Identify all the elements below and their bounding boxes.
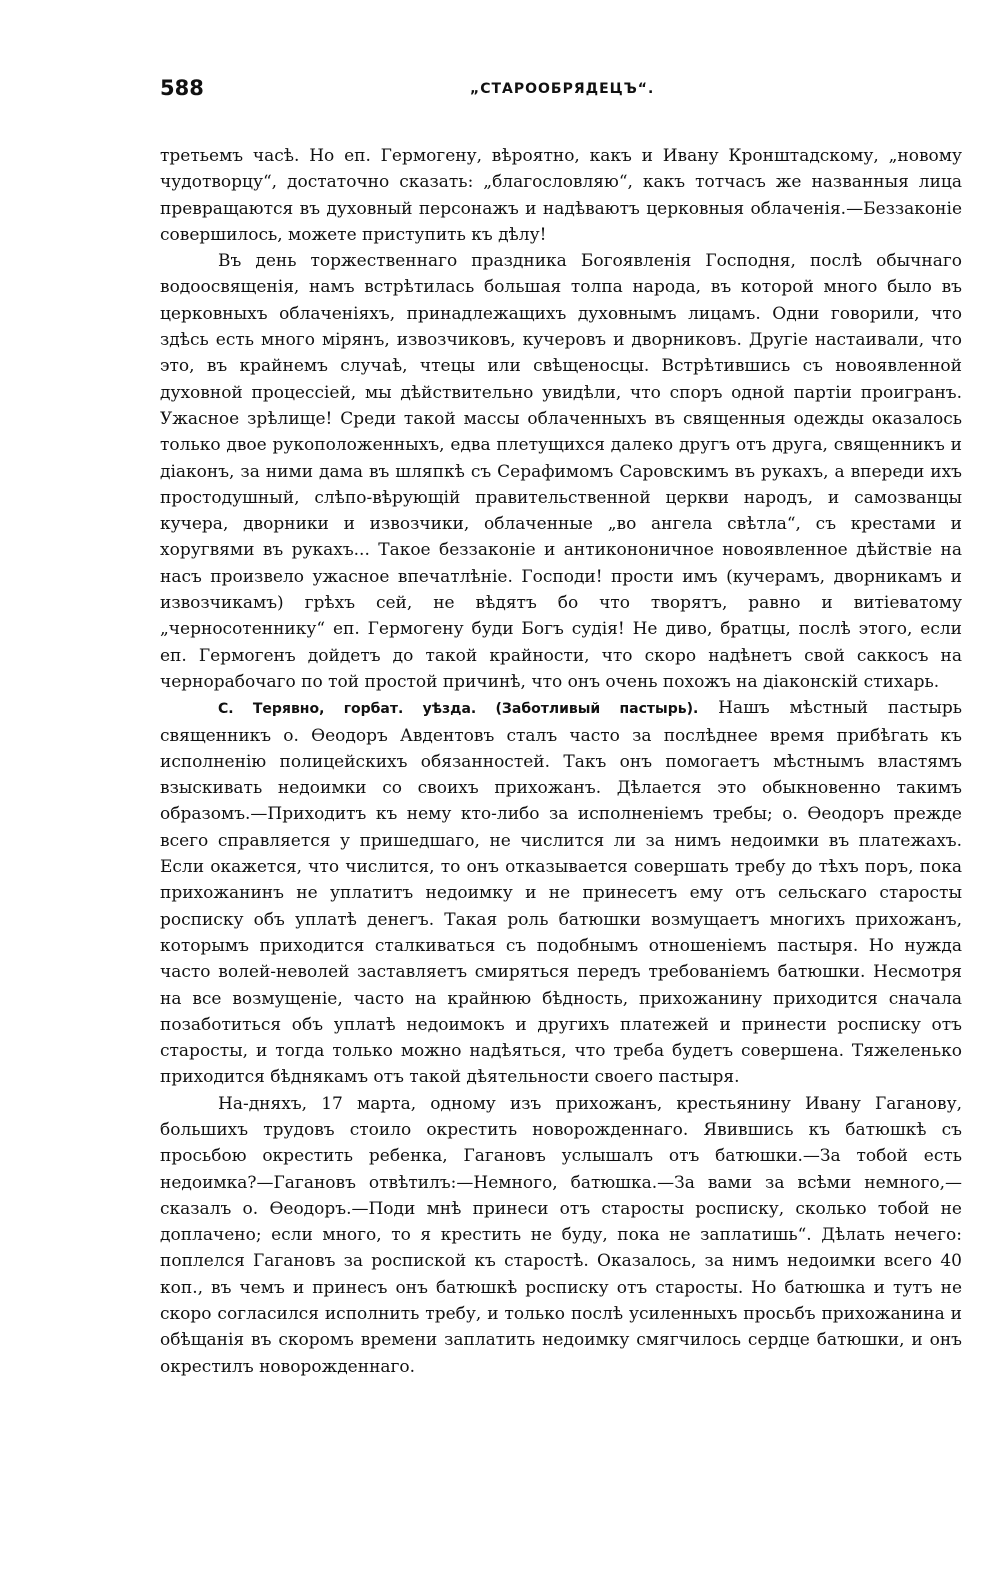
paragraph-teryavno-text: Нашъ мѣстный пастырь священникъ о. Ѳеодоръ Авдентовъ сталъ часто за послѣднее время прибѣгать къ исполненію полицейскихъ обязанностей. Такъ онъ помогаетъ мѣстнымъ властямъ взыскивать недоимки со своихъ прихожанъ. Дѣлается это обыкновенно такимъ образомъ.—Приходитъ къ нему кто-либо за исполненіемъ требы; о. Ѳеодоръ прежде всего справляется у пришедшаго, не числится ли за нимъ недоимки въ платежахъ. Если окажется, что числится, то онъ отказывается совершать требу до тѣхъ поръ, пока прихожанинъ не уплатитъ недоимку и не принесетъ ему отъ сельскаго старосты росписку объ уплатѣ денегъ. Такая роль батюшки возмущаетъ многихъ прихожанъ, которымъ приходится сталкиваться съ подобнымъ отношеніемъ пастыря. Но нужда часто волей-неволей заставляетъ смиряться передъ требованіемъ батюшки. Несмотря на все возмущеніе, часто на крайнюю бѣдность, прихожанину приходится сначала позаботиться объ уплатѣ недоимокъ и другихъ платежей и принести росписку отъ старосты, и тогда только можно надѣяться, что треба будетъ совершена. Тяжеленько приходится бѣднякамъ отъ такой дѣятельности своего пастыря.: [160, 698, 962, 1088]
journal-title: „СТАРООБРЯДЕЦЪ“.: [470, 81, 655, 97]
running-header: [160, 76, 960, 106]
paragraph-epiphany-procession: Въ день торжественнаго праздника Богоявленія Господня, послѣ обычнаго водоосвященія, намъ встрѣтилась большая толпа народа, въ которой много было въ церковныхъ облаченіяхъ, принадлежащихъ духовнымъ лицамъ. Одни говорили, что здѣсь есть много мірянъ, извозчиковъ, кучеровъ и дворниковъ. Другіе настаивали, что это, въ крайнемъ случаѣ, чтецы или свѣщеносцы. Встрѣтившись съ новоявленной духовной процессіей, мы дѣйствительно увидѣли, что споръ одной партіи проигранъ. Ужасное зрѣлище! Среди такой массы облаченныхъ въ священныя одежды оказалось только двое рукоположенныхъ, едва плетущихся далеко другъ отъ друга, священникъ и діаконъ, за ними дама въ шляпкѣ съ Серафимомъ Саровскимъ въ рукахъ, а впереди ихъ простодушный, слѣпо-вѣрующій правительственной церкви народъ, и самозванцы кучера, дворники и извозчики, облаченные „во ангела свѣтла“, съ крестами и хоругвями въ рукахъ... Такое беззаконіе и антикононичное новоявленное дѣйствіе на насъ произвело ужасное впечатлѣніе. Господи! прости имъ (кучерамъ, дворникамъ и извозчикамъ) грѣхъ сей, не вѣдятъ бо что творятъ, равно и витіеватому „черносотеннику“ еп. Гермогену буди Богъ судія! Не диво, братцы, послѣ этого, если еп. Гермогенъ дойдетъ до такой крайности, что скоро надѣнетъ свой саккосъ на чернорабочаго по той простой причинѣ, что онъ очень похожъ на діаконскій стихарь.: [160, 251, 962, 692]
article-body: [160, 143, 962, 1380]
dateline: С. Терявно, горбат. уѣзда. (Заботливый пастырь).: [218, 701, 699, 718]
paragraph-gaganov-story: На-дняхъ, 17 марта, одному изъ прихожанъ, крестьянину Ивану Гаганову, большихъ трудовъ стоило окрестить новорожденнаго. Явившись къ батюшкѣ съ просьбою окрестить ребенка, Гагановъ услышалъ отъ батюшки.—За тобой есть недоимка?—Гагановъ отвѣтилъ:—Немного, батюшка.—За вами за всѣми немного,—сказалъ о. Ѳеодоръ.—Поди мнѣ принеси отъ старосты росписку, сколько тобой не доплачено; если много, то я крестить не буду, пока не заплатишь“. Дѣлать нечего: поплелся Гагановъ за роспиской къ старостѣ. Оказалось, за нимъ недоимки всего 40 коп., въ чемъ и принесъ онъ батюшкѣ росписку отъ старосты. Но батюшка и тутъ не скоро согласился исполнить требу, и только послѣ усиленныхъ просьбъ прихожанина и обѣщанія въ скоромъ времени заплатить недоимку смягчилось сердце батюшки, и онъ окрестилъ новорожденнаго.: [160, 1093, 962, 1377]
paragraph-teryavno-report: [160, 695, 962, 1090]
paragraph-continuation: третьемъ часѣ. Но еп. Гермогену, вѣроятно, какъ и Ивану Кронштадскому, „новому чудотворцу“, достаточно сказать: „благословляю“, какъ тотчасъ же названныя лица превращаются въ духовный персонажъ и надѣваютъ церковныя облаченія.—Беззаконіе совершилось, можете приступить къ дѣлу!: [160, 146, 962, 245]
page-number: 588: [160, 76, 204, 100]
